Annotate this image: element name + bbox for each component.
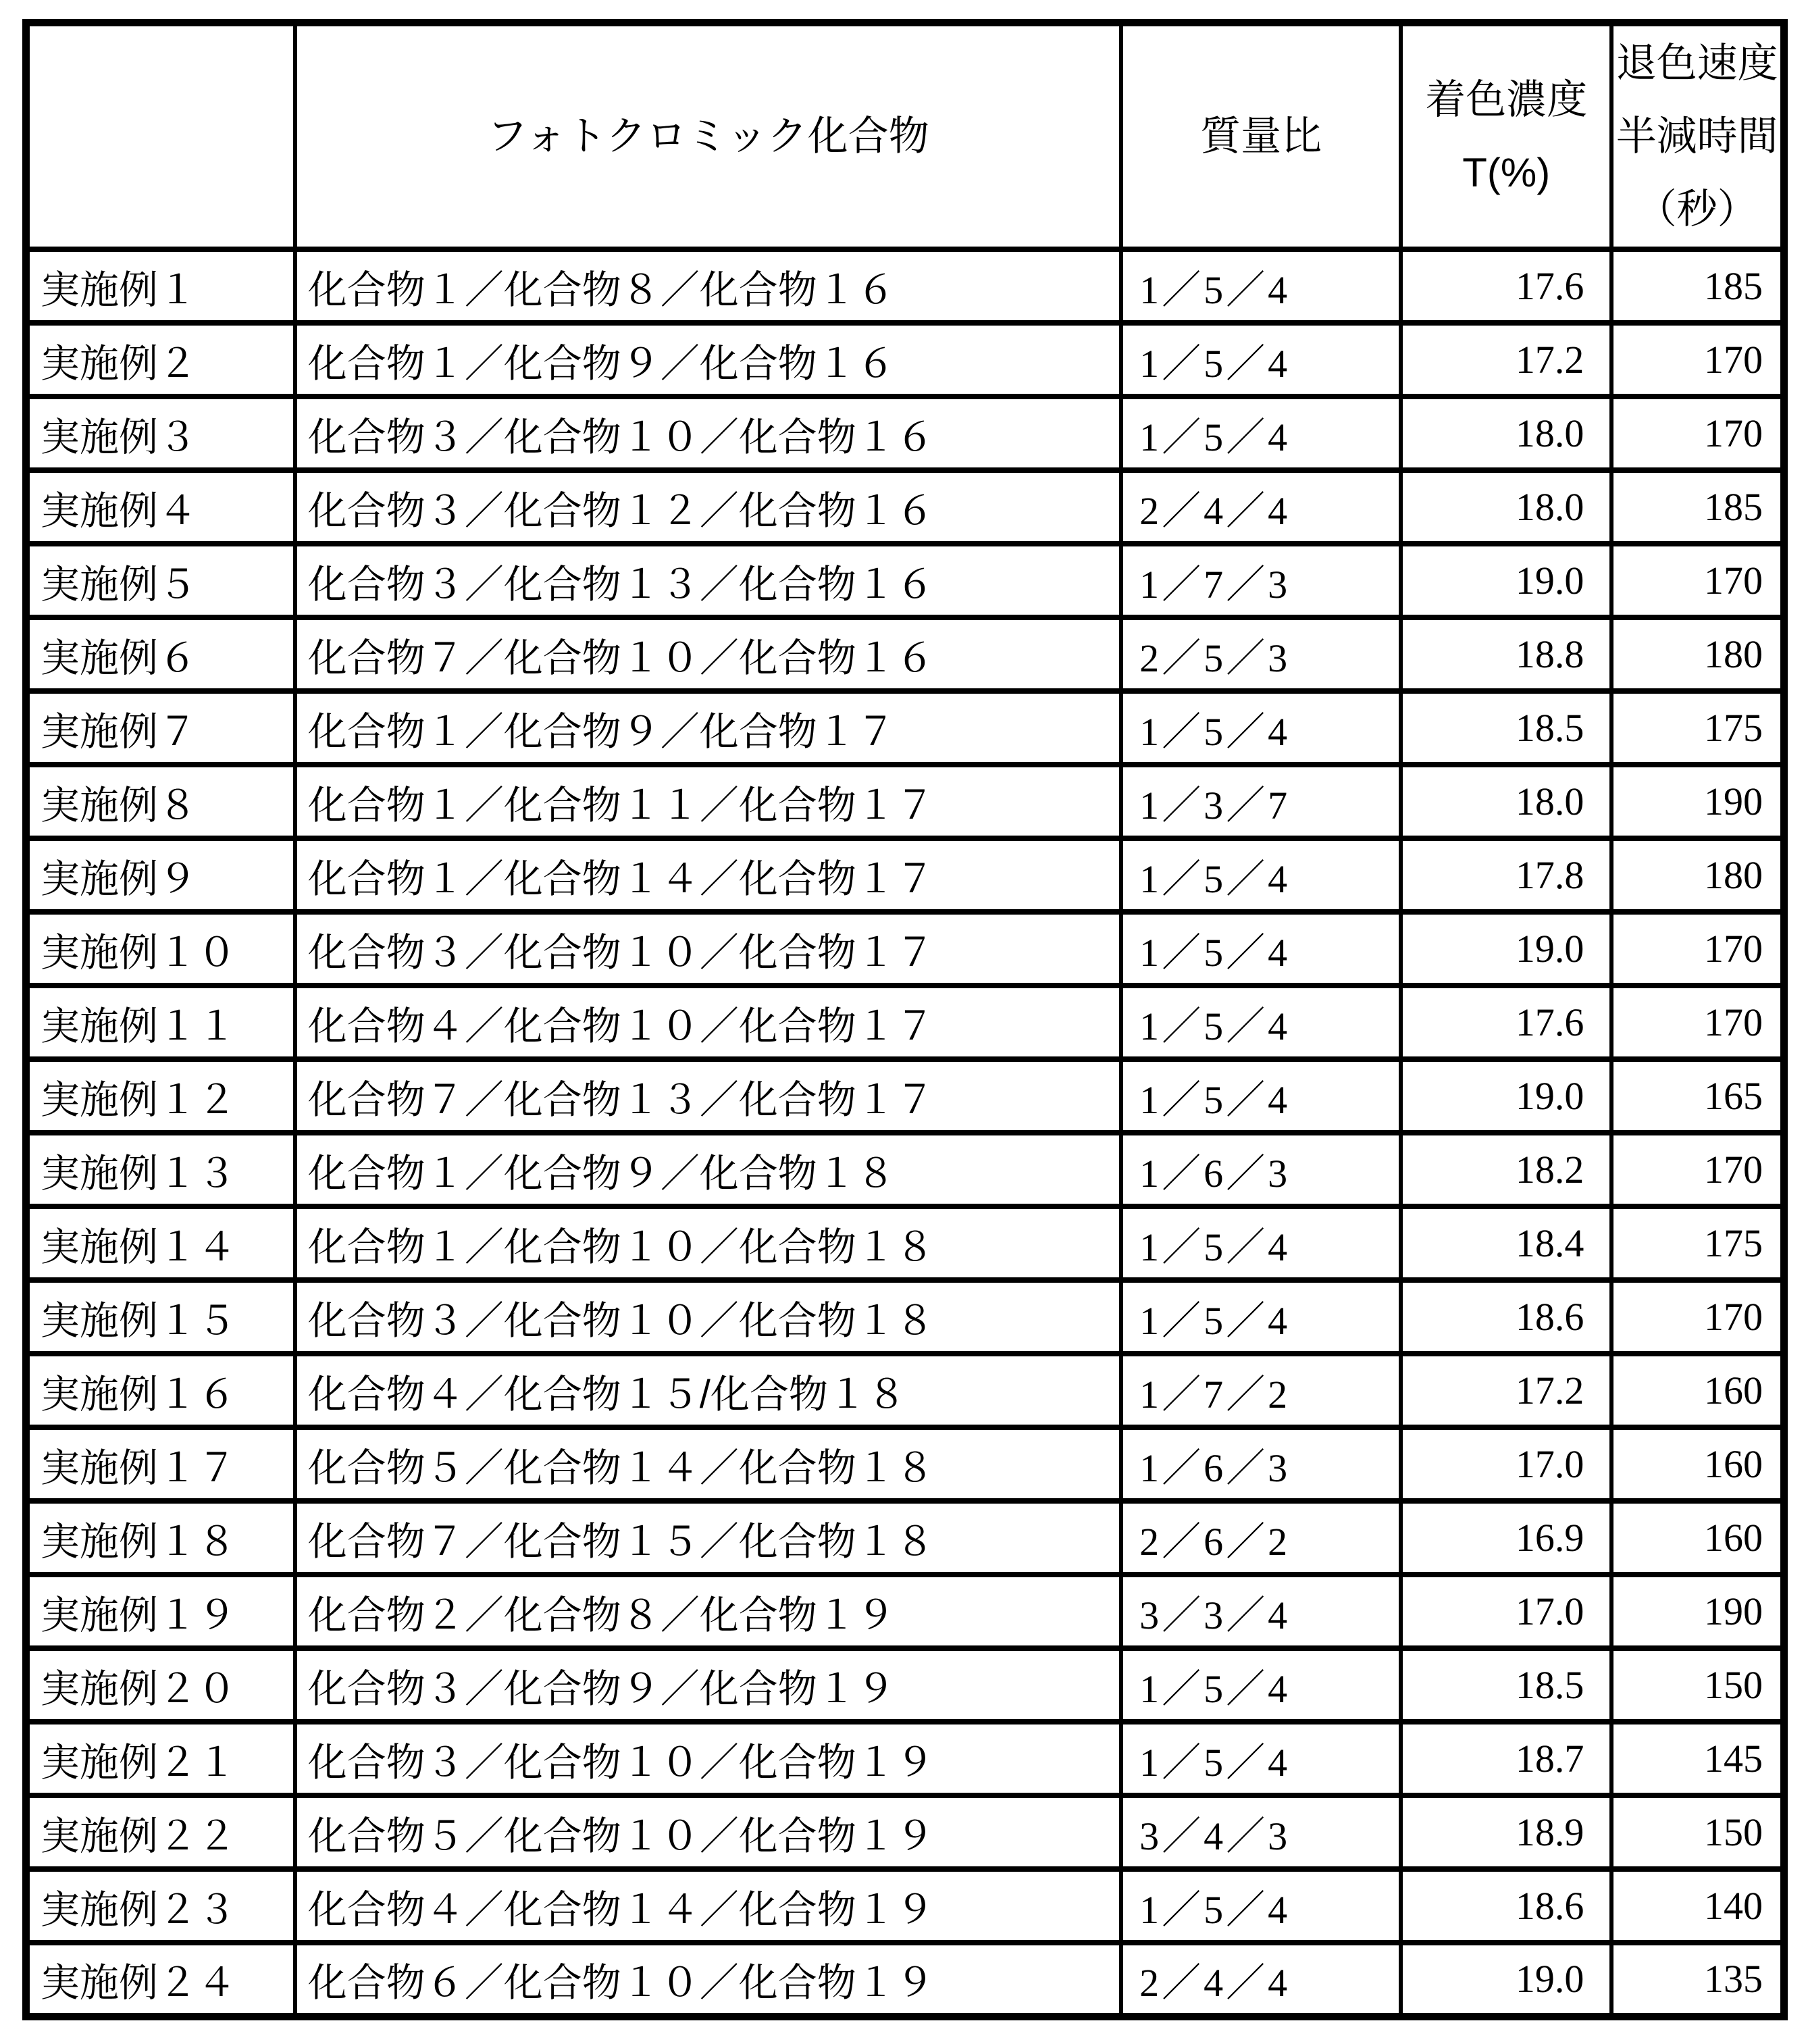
fade-cell: 185 [1611,249,1784,323]
density-cell: 17.0 [1401,1427,1611,1501]
density-cell: 17.0 [1401,1575,1611,1648]
density-cell: 16.9 [1401,1501,1611,1575]
density-cell: 19.0 [1401,1059,1611,1133]
density-cell: 18.5 [1401,691,1611,765]
fade-cell: 170 [1611,323,1784,397]
example-cell: 実施例１６ [26,1354,295,1427]
fade-cell: 160 [1611,1354,1784,1427]
density-cell: 19.0 [1401,912,1611,986]
fade-cell: 160 [1611,1427,1784,1501]
ratio-cell: 1／5／4 [1121,912,1401,986]
compound-cell: 化合物５／化合物１０／化合物１９ [295,1795,1121,1869]
compound-cell: 化合物１／化合物９／化合物１８ [295,1133,1121,1206]
table-row [26,912,1784,986]
density-cell: 17.2 [1401,1354,1611,1427]
ratio-cell: 2／4／4 [1121,470,1401,544]
ratio-cell: 1／6／3 [1121,1133,1401,1206]
example-cell: 実施例９ [26,838,295,912]
example-cell: 実施例４ [26,470,295,544]
density-cell: 18.0 [1401,470,1611,544]
header-fade-line2: 半減時間 [1616,113,1778,159]
ratio-cell: 3／4／3 [1121,1795,1401,1869]
header-fade-line1: 退色速度 [1616,41,1778,86]
ratio-cell: 1／5／4 [1121,1722,1401,1795]
compound-cell: 化合物７／化合物１３／化合物１７ [295,1059,1121,1133]
ratio-cell: 1／3／7 [1121,765,1401,838]
density-cell: 17.6 [1401,986,1611,1059]
table-row [26,323,1784,397]
ratio-cell: 1／7／2 [1121,1354,1401,1427]
header-density-line2: T(%) [1462,150,1551,195]
ratio-cell: 1／6／3 [1121,1427,1401,1501]
ratio-cell: 1／5／4 [1121,1206,1401,1280]
fade-cell: 175 [1611,1206,1784,1280]
header-compound: フォトクロミック化合物 [295,23,1121,250]
compound-cell: 化合物４／化合物１０／化合物１７ [295,986,1121,1059]
ratio-cell: 3／3／4 [1121,1575,1401,1648]
example-cell: 実施例１４ [26,1206,295,1280]
fade-cell: 185 [1611,470,1784,544]
density-cell: 18.5 [1401,1648,1611,1722]
ratio-cell: 1／5／4 [1121,691,1401,765]
density-cell: 18.6 [1401,1280,1611,1354]
ratio-cell: 1／5／4 [1121,1280,1401,1354]
ratio-cell: 2／6／2 [1121,1501,1401,1575]
compound-cell: 化合物４／化合物１５/化合物１８ [295,1354,1121,1427]
ratio-cell: 1／7／3 [1121,544,1401,617]
compound-cell: 化合物１／化合物８／化合物１６ [295,249,1121,323]
density-cell: 17.8 [1401,838,1611,912]
example-cell: 実施例１９ [26,1575,295,1648]
ratio-cell: 1／5／4 [1121,838,1401,912]
table-row [26,691,1784,765]
compound-cell: 化合物３／化合物１２／化合物１６ [295,470,1121,544]
density-cell: 19.0 [1401,544,1611,617]
fade-cell: 170 [1611,986,1784,1059]
table-row [26,544,1784,617]
fade-cell: 150 [1611,1648,1784,1722]
ratio-cell: 1／5／4 [1121,397,1401,470]
results-table-header [26,23,1784,250]
table-row [26,1133,1784,1206]
table-row [26,765,1784,838]
compound-cell: 化合物３／化合物９／化合物１９ [295,1648,1121,1722]
table-row [26,1427,1784,1501]
compound-cell: 化合物３／化合物１３／化合物１６ [295,544,1121,617]
table-row [26,1722,1784,1795]
example-cell: 実施例１３ [26,1133,295,1206]
fade-cell: 145 [1611,1722,1784,1795]
fade-cell: 150 [1611,1795,1784,1869]
example-cell: 実施例１１ [26,986,295,1059]
compound-cell: 化合物６／化合物１０／化合物１９ [295,1943,1121,2016]
example-cell: 実施例２４ [26,1943,295,2016]
density-cell: 18.0 [1401,765,1611,838]
table-row [26,1869,1784,1943]
fade-cell: 135 [1611,1943,1784,2016]
table-row [26,1206,1784,1280]
ratio-cell: 1／5／4 [1121,1059,1401,1133]
header-density-line1: 着色濃度 [1425,77,1588,122]
table-row [26,1280,1784,1354]
compound-cell: 化合物３／化合物１０／化合物１８ [295,1280,1121,1354]
compound-cell: 化合物２／化合物８／化合物１９ [295,1575,1121,1648]
compound-cell: 化合物１／化合物１１／化合物１７ [295,765,1121,838]
density-cell: 18.8 [1401,617,1611,691]
fade-cell: 175 [1611,691,1784,765]
table-row [26,986,1784,1059]
table-row [26,838,1784,912]
compound-cell: 化合物７／化合物１０／化合物１６ [295,617,1121,691]
ratio-cell: 1／5／4 [1121,323,1401,397]
fade-cell: 170 [1611,1133,1784,1206]
density-cell: 17.6 [1401,249,1611,323]
table-row [26,470,1784,544]
table-row [26,617,1784,691]
header-fade-line3: （秒） [1636,186,1758,232]
fade-cell: 140 [1611,1869,1784,1943]
density-cell: 17.2 [1401,323,1611,397]
density-cell: 18.7 [1401,1722,1611,1795]
table-row [26,249,1784,323]
table-row [26,1648,1784,1722]
fade-cell: 160 [1611,1501,1784,1575]
ratio-cell: 1／5／4 [1121,249,1401,323]
compound-cell: 化合物１／化合物１０／化合物１８ [295,1206,1121,1280]
example-cell: 実施例１７ [26,1427,295,1501]
table-row [26,1795,1784,1869]
compound-cell: 化合物１／化合物９／化合物１７ [295,691,1121,765]
fade-cell: 170 [1611,397,1784,470]
example-cell: 実施例２０ [26,1648,295,1722]
compound-cell: 化合物５／化合物１４／化合物１８ [295,1427,1121,1501]
fade-cell: 190 [1611,765,1784,838]
fade-cell: 180 [1611,617,1784,691]
compound-cell: 化合物３／化合物１０／化合物１７ [295,912,1121,986]
results-table-body [26,249,1784,2016]
header-density [1401,23,1611,250]
fade-cell: 190 [1611,1575,1784,1648]
ratio-cell: 2／4／4 [1121,1943,1401,2016]
example-cell: 実施例３ [26,397,295,470]
compound-cell: 化合物３／化合物１０／化合物１６ [295,397,1121,470]
example-cell: 実施例７ [26,691,295,765]
density-cell: 18.2 [1401,1133,1611,1206]
example-cell: 実施例１ [26,249,295,323]
table-row [26,397,1784,470]
table-row [26,1501,1784,1575]
ratio-cell: 1／5／4 [1121,986,1401,1059]
compound-cell: 化合物３／化合物１０／化合物１９ [295,1722,1121,1795]
density-cell: 18.6 [1401,1869,1611,1943]
example-cell: 実施例２２ [26,1795,295,1869]
ratio-cell: 2／5／3 [1121,617,1401,691]
fade-cell: 165 [1611,1059,1784,1133]
density-cell: 18.4 [1401,1206,1611,1280]
table-row [26,1354,1784,1427]
density-cell: 18.0 [1401,397,1611,470]
example-cell: 実施例８ [26,765,295,838]
example-cell: 実施例６ [26,617,295,691]
fade-cell: 180 [1611,838,1784,912]
compound-cell: 化合物７／化合物１５／化合物１８ [295,1501,1121,1575]
example-cell: 実施例１５ [26,1280,295,1354]
fade-cell: 170 [1611,544,1784,617]
fade-cell: 170 [1611,912,1784,986]
density-cell: 18.9 [1401,1795,1611,1869]
table-row [26,1059,1784,1133]
results-table [22,19,1788,2020]
compound-cell: 化合物１／化合物９／化合物１６ [295,323,1121,397]
example-cell: 実施例１８ [26,1501,295,1575]
compound-cell: 化合物１／化合物１４／化合物１７ [295,838,1121,912]
fade-cell: 170 [1611,1280,1784,1354]
table-row [26,1943,1784,2016]
example-cell: 実施例５ [26,544,295,617]
density-cell: 19.0 [1401,1943,1611,2016]
ratio-cell: 1／5／4 [1121,1648,1401,1722]
example-cell: 実施例２ [26,323,295,397]
header-row [26,23,1784,250]
ratio-cell: 1／5／4 [1121,1869,1401,1943]
example-cell: 実施例１２ [26,1059,295,1133]
header-ratio: 質量比 [1121,23,1401,250]
example-cell: 実施例２３ [26,1869,295,1943]
example-cell: 実施例１０ [26,912,295,986]
header-example [26,23,295,250]
table-row [26,1575,1784,1648]
example-cell: 実施例２１ [26,1722,295,1795]
compound-cell: 化合物４／化合物１４／化合物１９ [295,1869,1121,1943]
header-fade [1611,23,1784,250]
